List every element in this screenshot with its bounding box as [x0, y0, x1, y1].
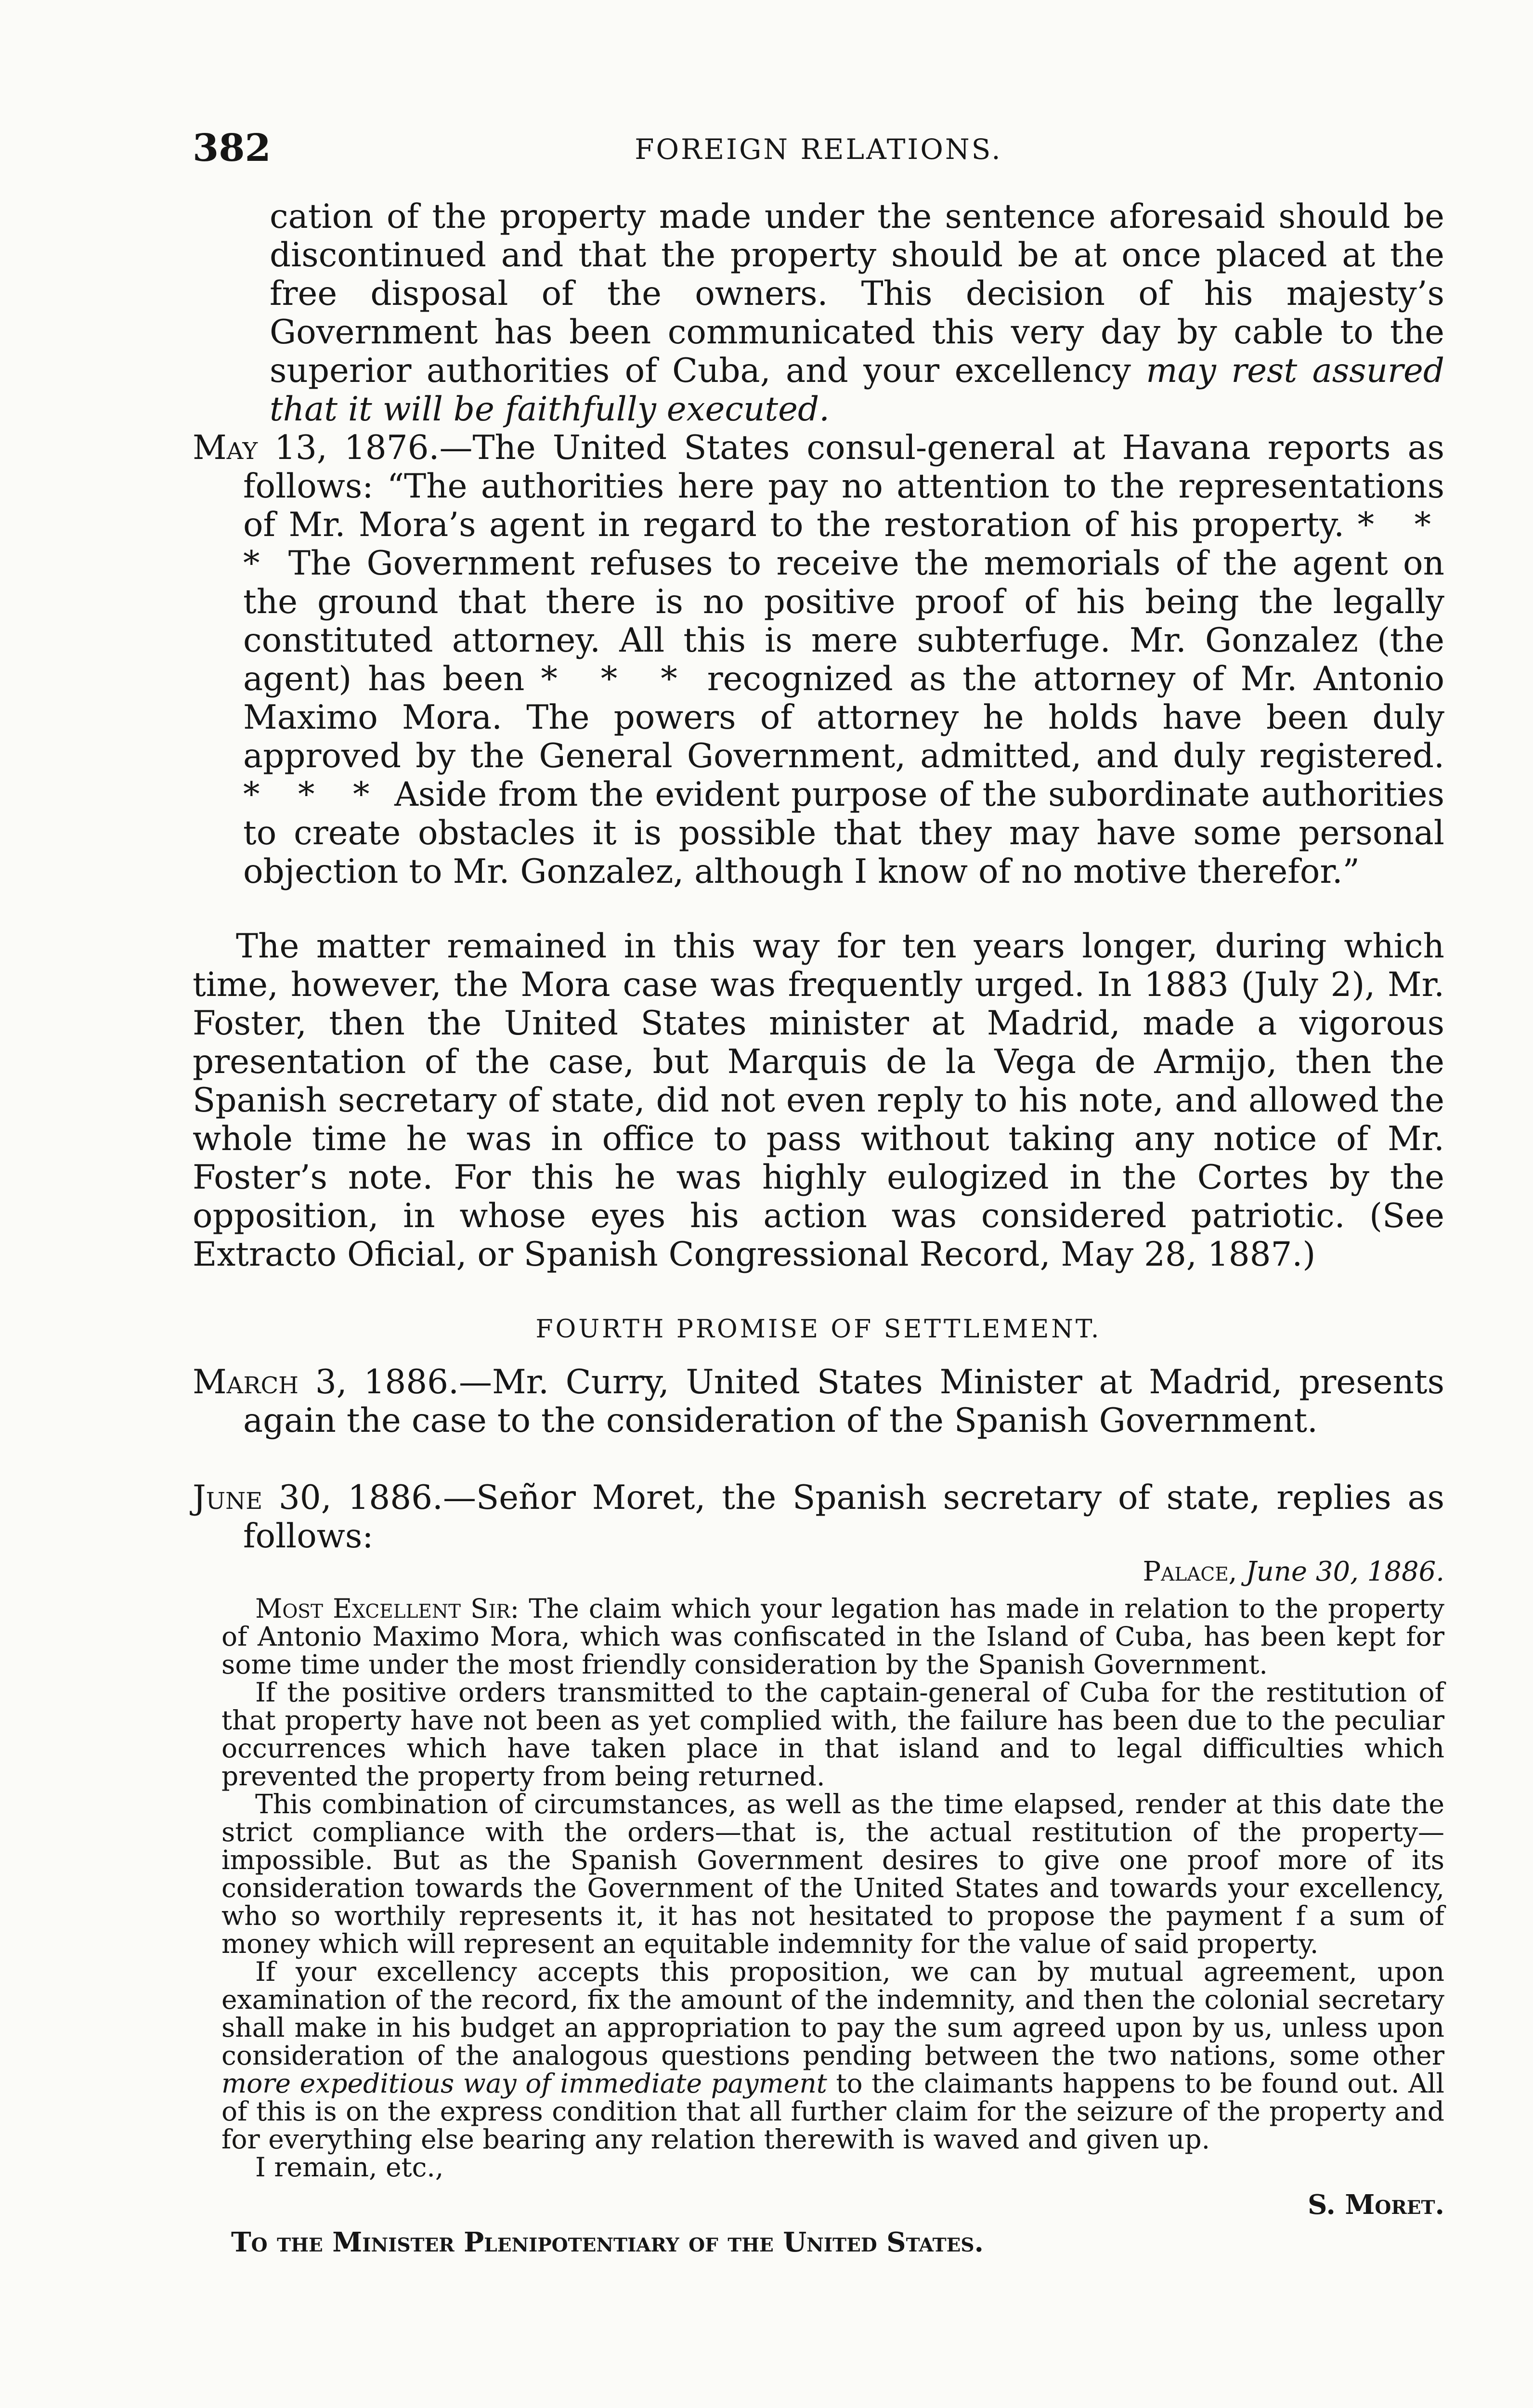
page-number: 382 [193, 126, 271, 170]
letter-salutation: Most Excellent Sir: [255, 1593, 520, 1624]
entry-june-30-1886 [193, 1479, 1444, 1556]
continued-italic-text: may rest assured that it will be faithfully executed. [270, 352, 1444, 429]
quoted-letter [221, 1558, 1444, 2256]
entry-text: —Mr. Curry, United States Minister at Madrid, presents again the case to the consideration of the Spanish Government. [243, 1363, 1444, 1440]
narrative-paragraph [193, 927, 1444, 1274]
entry-text-4: Aside from the evident purpose of the subordinate authorities to create obstacles it is possible that they may have some personal objection to Mr. Gonzalez, although I know of no motive therefor.” [243, 775, 1444, 891]
letter-signature: S. Moret. [1307, 2189, 1444, 2221]
entry-date: June 30, 1886. [193, 1479, 443, 1517]
narrative-text: The matter remained in this way for ten years longer, during which time, however, the Mora case was frequently urged. In 1883 (July 2), Mr. Foster, then the United States minister at Madrid, made a vigorous presentation of the case, but Marquis de la Vega de Armijo, then the Spanish secretary of state, did not even reply to his note, and allowed the whole time he was in office to pass without taking any notice of Mr. Foster’s note. For this he was highly eulogized in the Cortes by the opposition, in whose eyes his action was considered patriotic. (See Extracto Oficial, or Spanish Congressional Record, May 28, 1887.) [193, 927, 1444, 1274]
continued-paragraph [270, 197, 1444, 429]
letter-dateline [221, 1558, 1444, 1586]
continued-text: cation of the property made under the sentence aforesaid should be discontinued and that the property should be at once placed at the free disposal of the owners. This decision of his majesty’s Government has been communicated this very day by cable to the superior authorities of Cuba, and your excellency [270, 197, 1444, 390]
italic-phrase: more expeditious way of immediate payment [221, 2068, 827, 2099]
entry-may-13-1876 [193, 429, 1444, 891]
page-header [193, 126, 1444, 179]
entry-text: —Señor Moret, the Spanish secretary of state, replies as follows: [243, 1479, 1445, 1556]
entry-date: May 13, 1876. [193, 429, 440, 467]
letter-paragraph-4: If your excellency accepts this proposition, we can by mutual agreement, upon examination of the record, fix the amount of the indemnity, and then the colonial secretary shall make in his budget an appropriation to pay the sum agreed upon by us, unless upon consideration of the analogous questions pending between the two nations, some other more expeditious way of immediate payment to the claimants happens to be found out. All of this is on the express condition that all further claim for the seizure of the property and for everything else bearing any relation therewith is waved and given up. [221, 1956, 1444, 2155]
dateline-place: Palace, [1143, 1556, 1237, 1587]
ellipsis-stars: * * * [243, 775, 383, 814]
letter-paragraph-2: If the positive orders transmitted to the captain-general of Cuba for the restitution of that property have not been as yet complied with, the failure has been due to the peculiar occurrences which have taken place in that island and to legal difficulties which prevented the property from being returned. [221, 1677, 1444, 1792]
entry-march-3-1886 [193, 1363, 1444, 1440]
letter-paragraph-1: Most Excellent Sir: The claim which your legation has made in relation to the property of Antonio Maximo Mora, which was confiscated in the Island of Cuba, has been kept for some time under the most friendly consideration by the Spanish Government. [221, 1593, 1444, 1680]
dateline-date: June 30, 1886. [1246, 1556, 1444, 1587]
entry-date: March 3, 1886. [193, 1363, 459, 1401]
ellipsis-stars: * * * [243, 506, 1445, 583]
entry-text-2: The Government refuses to receive the memorials of the agent on the ground that there is no positive proof of his being the legally constituted attorney. All this is mere subterfuge. Mr. Gonzalez (the agent) has been [243, 544, 1444, 698]
entry-text-1: —The United States consul-general at Havana reports as follows: “The authorities here pay no attention to the representations of Mr. Mora’s agent in regard to the restoration of his property. [243, 429, 1444, 544]
entry-text-3: recognized as the attorney of Mr. Antonio Maximo Mora. The powers of attorney he holds have been duly approved by the General Government, admitted, and duly registered. [243, 660, 1444, 775]
letter-paragraph-3: This combination of circumstances, as well as the time elapsed, render at this date the strict compliance with the orders—that is, the actual restitution of the property—impossible. But as the Spanish Government desires to give one proof more of its consideration towards the Government of the United States and towards your excellency, who so worthily represents it, it has not hesitated to propose the payment f a sum of money which will represent an equitable indemnity for the value of said property. [221, 1789, 1444, 1959]
letter-closing: I remain, etc., [255, 2152, 444, 2183]
ellipsis-stars: * * * [541, 660, 691, 698]
section-heading-text: FOURTH PROMISE OF SETTLEMENT. [535, 1315, 1102, 1344]
section-heading [193, 1315, 1444, 1344]
running-head: FOREIGN RELATIONS. [635, 133, 1002, 166]
letter-addressee: To the Minister Plenipotentiary of the United States. [231, 2226, 984, 2258]
